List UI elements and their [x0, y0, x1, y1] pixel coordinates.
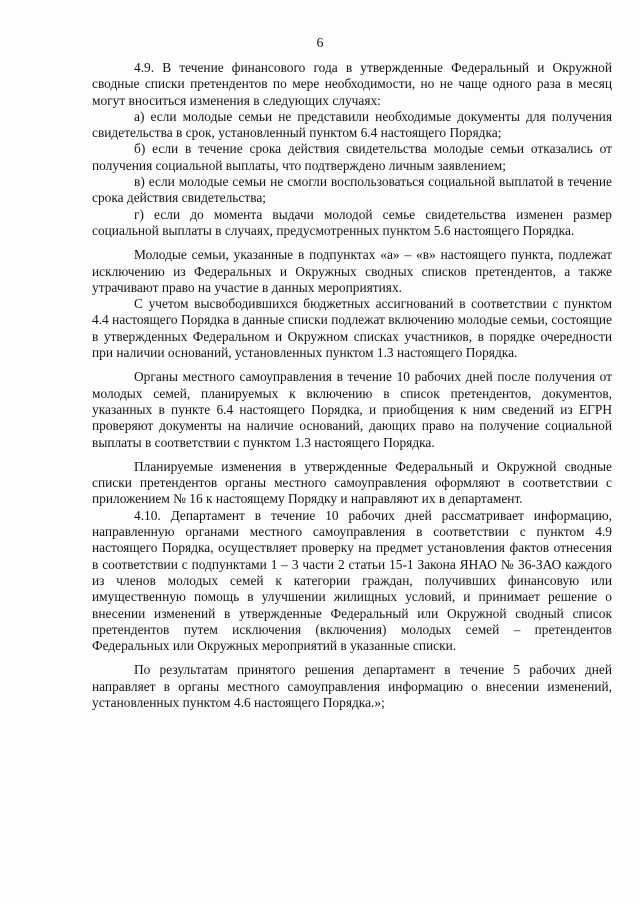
paragraph-planned-changes: Планируемые изменения в утвержденные Федеральный и Окружной сводные списки претендентов органы местного самоуправления оформляют в соответствии с приложением № 16 к настоящему Порядку и направляют их в департамент.: [92, 458, 612, 507]
paragraph-4-9-a: а) если молодые семьи не представили необходимые документы для получения свидетельства в срок, установленный пунктом 6.4 настоящего Порядка;: [92, 108, 612, 141]
paragraph-4-9: 4.9. В течение финансового года в утвержденные Федеральный и Окружной сводные списки претендентов по мере необходимости, но не чаще одного раза в месяц могут вноситься изменения в следующих случаях:: [92, 60, 612, 108]
paragraph-exclusion: Молодые семьи, указанные в подпунктах «а» – «в» настоящего пункта, подлежат исключению из Федеральных и Окружных сводных списков претендентов, а также утрачивают право на участие в данных мероприятиях.: [92, 247, 612, 295]
paragraph-local-authorities-check: Органы местного самоуправления в течение 10 рабочих дней после получения от молодых семей, планируемых к включению в список претендентов, документов, указанных в пункте 6.4 настоящего Порядка, и приобщения к ним сведений из ЕГРН проверяют документы на наличие оснований, дающих право на получение социальной выплаты в соответствии с пунктом 1.3 настоящего Порядка.: [92, 369, 612, 450]
paragraph-4-9-b: б) если в течение срока действия свидетельства молодые семьи отказались от получения социальной выплаты, что подтверждено личным заявлением;: [92, 141, 612, 173]
paragraph-decision-results: По результатам принятого решения департамент в течение 5 рабочих дней направляет в органы местного самоуправления информацию о внесении изменений, установленных пунктом 4.6 настоящего Порядка.»;: [92, 662, 612, 710]
document-body: [92, 60, 612, 711]
paragraph-inclusion: С учетом высвободившихся бюджетных ассигнований в соответствии с пунктом 4.4 настоящего Порядка в данные списки подлежат включению молодые семьи, состоящие в утвержденных Федеральном и Окружном списках участников, в порядке очередности при наличии оснований, установленных пунктом 1.3 настоящего Порядка.: [92, 296, 612, 361]
paragraph-4-9-v: в) если молодые семьи не смогли воспользоваться социальной выплатой в течение срока действия свидетельства;: [92, 174, 612, 206]
paragraph-4-10: 4.10. Департамент в течение 10 рабочих дней рассматривает информацию, направленную органами местного самоуправления в соответствии с пунктом 4.9 настоящего Порядка, осуществляет проверку на предмет установления фактов отнесения в соответствии с подпунктами 1 – 3 части 2 статьи 15-1 Закона ЯНАО № 36-ЗАО каждого из членов молодых семей к категории граждан, получивших финансовую или имущественную помощь в улучшении жилищных условий, и принимает решение о внесении изменений в утвержденные Федеральный или Окружной сводный список претендентов путем исключения (включения) молодых семей – претендентов Федеральных или Окружных мероприятий в указанные списки.: [92, 507, 612, 654]
paragraph-4-9-g: г) если до момента выдачи молодой семье свидетельства изменен размер социальной выплаты в случаях, предусмотренных пунктом 5.6 настоящего Порядка.: [92, 206, 612, 238]
page-number: 6: [316, 36, 324, 51]
